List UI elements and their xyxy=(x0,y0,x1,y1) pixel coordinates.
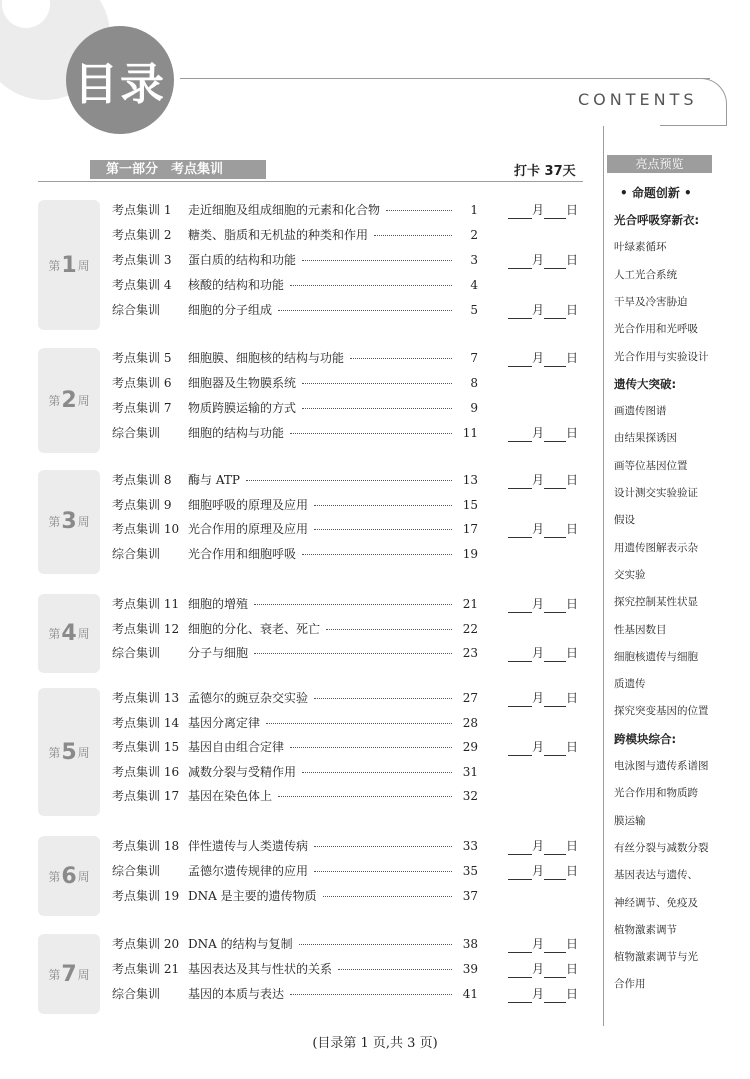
week-suffix: 周 xyxy=(77,258,90,273)
toc-row[interactable] xyxy=(112,738,592,756)
toc-row-page: 28 xyxy=(462,715,478,730)
toc-row-page: 27 xyxy=(462,691,478,705)
toc-leader-dots xyxy=(350,358,452,359)
date-month-label: 月 xyxy=(532,646,545,660)
toc-row[interactable] xyxy=(112,620,592,638)
toc-row-page: 21 xyxy=(462,597,478,611)
week-prefix: 第 xyxy=(48,258,61,273)
toc-row-page: 8 xyxy=(470,376,478,390)
sidebar-item: 性基因数目 xyxy=(614,623,667,636)
date-day-label: 日 xyxy=(566,597,579,611)
toc-row-title: 走近细胞及组成细胞的元素和化合物 xyxy=(188,203,381,217)
toc-row-label: 考点集训 1 xyxy=(112,203,172,217)
toc-row[interactable] xyxy=(112,644,592,662)
sidebar-item: 质遗传 xyxy=(614,678,646,691)
checkin-date-field[interactable] xyxy=(508,935,578,953)
toc-leader-dots xyxy=(246,480,452,481)
toc-leader-dots xyxy=(290,994,452,995)
toc-row-title: 物质跨膜运输的方式 xyxy=(188,401,297,415)
toc-row-label: 考点集训 21 xyxy=(112,962,180,976)
date-day-label: 日 xyxy=(566,253,579,267)
week-badge-3 xyxy=(38,470,100,574)
week-suffix: 周 xyxy=(77,394,90,408)
date-day-label: 日 xyxy=(566,987,579,1001)
toc-row-page: 5 xyxy=(470,303,478,317)
toc-row-label: 综合集训 xyxy=(112,864,161,878)
date-blank[interactable] xyxy=(544,939,566,953)
toc-row-page: 17 xyxy=(462,522,478,536)
date-blank[interactable] xyxy=(544,305,566,319)
toc-row-page: 4 xyxy=(470,278,478,292)
toc-leader-dots xyxy=(314,846,452,847)
date-blank[interactable] xyxy=(508,939,532,953)
toc-row-page: 37 xyxy=(462,889,478,903)
toc-leader-dots xyxy=(386,210,452,211)
checkin-date-field[interactable] xyxy=(508,862,578,880)
sidebar-item: 电泳图与遗传系谱图 xyxy=(614,760,709,772)
toc-leader-dots xyxy=(302,408,452,409)
checkin-date-field[interactable] xyxy=(508,520,578,538)
date-blank[interactable] xyxy=(508,353,532,367)
toc-leader-dots xyxy=(254,604,452,605)
sidebar-item: 探究突变基因的位置 xyxy=(614,705,709,718)
week-suffix: 周 xyxy=(77,967,90,982)
toc-leader-dots xyxy=(338,969,452,970)
toc-row-title: 减数分裂与受精作用 xyxy=(188,764,297,779)
toc-row-page: 11 xyxy=(462,426,478,440)
week-number: 3 xyxy=(61,509,77,535)
sidebar-item: 神经调节、免疫及 xyxy=(614,896,698,909)
checkin-date-field[interactable] xyxy=(508,424,578,442)
date-day-label: 日 xyxy=(566,962,579,976)
date-blank[interactable] xyxy=(508,648,532,662)
date-month-label: 月 xyxy=(532,426,545,440)
toc-row-page: 33 xyxy=(462,839,478,853)
toc-row-title: 细胞呼吸的原理及应用 xyxy=(188,497,309,512)
toc-row[interactable] xyxy=(112,471,592,489)
toc-row-label: 综合集训 xyxy=(112,546,161,561)
sidebar-item: 干旱及冷害胁迫 xyxy=(614,295,688,308)
toc-leader-dots xyxy=(278,796,452,797)
date-month-label: 月 xyxy=(532,203,545,217)
toc-row-title: 基因自由组合定律 xyxy=(188,740,285,754)
week-badge-4 xyxy=(38,594,100,673)
toc-leader-dots xyxy=(323,896,452,897)
toc-row-title: 细胞器及生物膜系统 xyxy=(188,376,297,390)
toc-row-label: 考点集训 11 xyxy=(112,597,180,611)
checkin-date-field[interactable] xyxy=(508,644,578,662)
checkin-date-field[interactable] xyxy=(508,201,578,219)
week-badge-7 xyxy=(38,934,100,1014)
week-number: 1 xyxy=(61,252,77,278)
toc-row[interactable] xyxy=(112,887,592,905)
week-number: 2 xyxy=(61,388,77,413)
checkin-date-field[interactable] xyxy=(508,985,578,1003)
date-month-label: 月 xyxy=(532,473,545,487)
toc-row[interactable] xyxy=(112,520,592,538)
date-month-label: 月 xyxy=(532,691,545,705)
toc-row-title: DNA 的结构与复制 xyxy=(188,937,293,951)
toc-leader-dots xyxy=(290,747,452,748)
toc-row-label: 考点集训 2 xyxy=(112,228,172,242)
week-number: 4 xyxy=(61,621,77,646)
toc-row[interactable] xyxy=(112,763,592,781)
week-prefix: 第 xyxy=(48,515,61,530)
sidebar-header: 亮点预览 xyxy=(607,155,712,173)
toc-row-title: 细胞的分子组成 xyxy=(188,303,273,317)
date-blank[interactable] xyxy=(544,205,566,219)
toc-row-title: 光合作用的原理及应用 xyxy=(188,522,309,536)
date-month-label: 月 xyxy=(532,839,545,853)
toc-row-title: 基因表达及其与性状的关系 xyxy=(188,962,333,976)
checkin-date-field[interactable] xyxy=(508,595,578,613)
toc-row-title: 细胞膜、细胞核的结构与功能 xyxy=(188,351,345,365)
week-prefix: 第 xyxy=(48,394,61,408)
date-day-label: 日 xyxy=(566,473,579,487)
toc-row-page: 22 xyxy=(462,621,478,636)
date-day-label: 日 xyxy=(566,937,579,951)
sidebar-item: 画遗传图谱 xyxy=(614,405,667,418)
date-day-label: 日 xyxy=(566,426,579,440)
toc-row[interactable] xyxy=(112,787,592,805)
week-suffix: 周 xyxy=(77,869,90,884)
date-blank[interactable] xyxy=(544,255,566,269)
checkin-date-field[interactable] xyxy=(508,689,578,707)
toc-row-page: 23 xyxy=(462,646,478,660)
date-blank[interactable] xyxy=(508,964,532,978)
date-blank[interactable] xyxy=(508,989,532,1003)
date-month-label: 月 xyxy=(532,303,545,317)
toc-row-page: 39 xyxy=(462,962,478,976)
toc-row-label: 综合集训 xyxy=(112,646,161,660)
sidebar-item: 假设 xyxy=(614,514,635,527)
checkin-date-field[interactable] xyxy=(508,349,578,367)
toc-leader-dots xyxy=(374,235,452,236)
date-blank[interactable] xyxy=(508,305,532,319)
toc-row-title: 基因分离定律 xyxy=(188,715,261,730)
toc-row[interactable] xyxy=(112,837,592,855)
toc-row-title: 细胞的分化、衰老、死亡 xyxy=(188,621,321,636)
date-blank[interactable] xyxy=(508,841,532,855)
date-blank[interactable] xyxy=(508,524,532,538)
sidebar-item: 膜运输 xyxy=(614,814,646,827)
toc-row-label: 考点集训 14 xyxy=(112,715,180,730)
toc-row-label: 考点集训 19 xyxy=(112,889,180,903)
week-number: 7 xyxy=(61,961,77,987)
toc-row-label: 考点集训 16 xyxy=(112,764,180,779)
part-heading: 第一部分 考点集训 xyxy=(90,160,266,179)
toc-row-label: 考点集训 5 xyxy=(112,351,172,365)
toc-row[interactable] xyxy=(112,276,592,294)
checkin-label: 打卡 37天 xyxy=(514,164,576,179)
week-prefix: 第 xyxy=(48,869,61,884)
toc-row-title: 基因的本质与表达 xyxy=(188,987,285,1001)
toc-row-label: 考点集训 3 xyxy=(112,253,172,267)
toc-row-page: 1 xyxy=(470,203,478,217)
toc-row-page: 41 xyxy=(462,987,478,1001)
toc-row-label: 考点集训 20 xyxy=(112,937,180,951)
toc-leader-dots xyxy=(290,285,452,286)
toc-row-page: 31 xyxy=(462,764,478,779)
week-badge-6 xyxy=(38,836,100,916)
toc-leader-dots xyxy=(326,629,452,630)
date-month-label: 月 xyxy=(532,864,545,878)
date-blank[interactable] xyxy=(544,693,566,707)
sidebar-item: 合作用 xyxy=(614,978,646,991)
part-divider xyxy=(38,181,583,182)
toc-row-page: 7 xyxy=(470,351,478,365)
toc-leader-dots xyxy=(278,310,452,311)
toc-row-title: 蛋白质的结构和功能 xyxy=(188,253,297,267)
date-day-label: 日 xyxy=(566,203,579,217)
date-day-label: 日 xyxy=(566,691,579,705)
sidebar-item: 由结果探诱因 xyxy=(614,432,677,445)
date-day-label: 日 xyxy=(566,522,579,536)
toc-leader-dots xyxy=(302,383,452,384)
date-blank[interactable] xyxy=(544,964,566,978)
header-divider xyxy=(180,78,710,79)
date-blank[interactable] xyxy=(544,353,566,367)
sidebar-item: 设计测交实验验证 xyxy=(614,487,698,499)
toc-row[interactable] xyxy=(112,935,592,953)
sidebar-item: 画等位基因位置 xyxy=(614,459,688,472)
date-month-label: 月 xyxy=(532,962,545,976)
toc-row-page: 2 xyxy=(470,228,478,242)
week-badge-1 xyxy=(38,200,100,330)
toc-row-title: 分子与细胞 xyxy=(188,646,249,660)
sidebar-item: 光合作用和物质跨 xyxy=(614,787,698,800)
toc-row[interactable] xyxy=(112,689,592,707)
toc-leader-dots xyxy=(266,723,452,724)
toc-row-label: 考点集训 15 xyxy=(112,740,180,754)
sidebar-subheader: • 命题创新 • xyxy=(620,186,692,200)
toc-row[interactable] xyxy=(112,595,592,613)
date-blank[interactable] xyxy=(544,648,566,662)
toc-row-page: 19 xyxy=(462,546,478,561)
toc-row-title: 基因在染色体上 xyxy=(188,789,273,803)
toc-row-title: 酶与 ATP xyxy=(188,473,240,487)
toc-leader-dots xyxy=(314,698,452,699)
date-day-label: 日 xyxy=(566,839,579,853)
date-blank[interactable] xyxy=(544,475,566,489)
date-blank[interactable] xyxy=(544,599,566,613)
toc-row-label: 综合集训 xyxy=(112,303,161,317)
toc-row[interactable] xyxy=(112,201,592,219)
sidebar-item: 交实验 xyxy=(614,568,646,581)
toc-row-title: 糖类、脂质和无机盐的种类和作用 xyxy=(188,228,369,242)
toc-row-page: 29 xyxy=(462,740,478,754)
date-blank[interactable] xyxy=(544,841,566,855)
toc-row[interactable] xyxy=(112,496,592,514)
toc-row-label: 考点集训 4 xyxy=(112,278,172,292)
toc-row-page: 15 xyxy=(462,497,478,512)
toc-row[interactable] xyxy=(112,714,592,732)
toc-row[interactable] xyxy=(112,424,592,442)
date-blank[interactable] xyxy=(544,428,566,442)
sidebar-item: 光合作用和光呼吸 xyxy=(614,323,698,336)
sidebar-item: 叶绿素循环 xyxy=(614,241,667,254)
toc-row-label: 考点集训 17 xyxy=(112,789,180,803)
date-blank[interactable] xyxy=(508,255,532,269)
checkin-date-field[interactable] xyxy=(508,471,578,489)
toc-row[interactable] xyxy=(112,545,592,563)
toc-leader-dots xyxy=(314,529,452,530)
date-month-label: 月 xyxy=(532,937,545,951)
toc-leader-dots xyxy=(254,653,452,654)
date-blank[interactable] xyxy=(508,475,532,489)
toc-row-page: 38 xyxy=(462,937,478,951)
date-month-label: 月 xyxy=(532,253,545,267)
toc-row-page: 32 xyxy=(462,789,478,803)
sidebar-item: 光合作用与实验设计 xyxy=(614,350,709,363)
toc-row[interactable] xyxy=(112,301,592,319)
toc-row-label: 考点集训 7 xyxy=(112,401,172,415)
week-suffix: 周 xyxy=(77,627,90,641)
toc-row[interactable] xyxy=(112,374,592,392)
week-suffix: 周 xyxy=(77,515,90,530)
toc-row-label: 考点集训 18 xyxy=(112,839,180,853)
toc-row-label: 考点集训 13 xyxy=(112,691,180,705)
toc-row-label: 综合集训 xyxy=(112,987,161,1001)
date-day-label: 日 xyxy=(566,864,579,878)
week-number: 6 xyxy=(61,863,77,889)
toc-row[interactable] xyxy=(112,960,592,978)
toc-row-title: 核酸的结构和功能 xyxy=(188,278,285,292)
toc-leader-dots xyxy=(299,944,452,945)
toc-row-label: 考点集训 12 xyxy=(112,621,180,636)
date-blank[interactable] xyxy=(508,599,532,613)
sidebar-item: 有丝分裂与减数分裂 xyxy=(614,841,709,854)
toc-row-label: 考点集训 8 xyxy=(112,473,172,487)
date-blank[interactable] xyxy=(508,693,532,707)
week-prefix: 第 xyxy=(48,745,61,760)
checkin-date-field[interactable] xyxy=(508,738,578,756)
checkin-date-field[interactable] xyxy=(508,251,578,269)
toc-row[interactable] xyxy=(112,226,592,244)
checkin-date-field[interactable] xyxy=(508,301,578,319)
date-blank[interactable] xyxy=(508,866,532,880)
sidebar-category: 遗传大突破: xyxy=(614,376,677,391)
sidebar-item: 探究控制某性状显 xyxy=(614,596,698,609)
toc-row-label: 考点集训 9 xyxy=(112,497,172,512)
toc-row-title: 伴性遗传与人类遗传病 xyxy=(188,839,309,853)
toc-row-label: 综合集训 xyxy=(112,426,161,440)
toc-row-page: 35 xyxy=(462,864,478,878)
checkin-date-field[interactable] xyxy=(508,960,578,978)
sidebar-item: 用遗传图解表示杂 xyxy=(614,541,698,554)
date-month-label: 月 xyxy=(532,597,545,611)
date-blank[interactable] xyxy=(544,742,566,756)
sidebar-category: 光合呼吸穿新衣: xyxy=(614,213,700,227)
date-month-label: 月 xyxy=(532,987,545,1001)
week-prefix: 第 xyxy=(48,967,61,982)
toc-row-page: 3 xyxy=(470,253,478,267)
toc-leader-dots xyxy=(290,433,452,434)
toc-row-title: 光合作用和细胞呼吸 xyxy=(188,546,297,561)
toc-row[interactable] xyxy=(112,985,592,1003)
toc-row-title: 孟德尔的豌豆杂交实验 xyxy=(188,691,309,705)
date-blank[interactable] xyxy=(544,989,566,1003)
sidebar-item: 细胞核遗传与细胞 xyxy=(614,650,698,663)
toc-row-title: DNA 是主要的遗传物质 xyxy=(188,889,317,903)
toc-leader-dots xyxy=(302,260,452,261)
toc-row[interactable] xyxy=(112,251,592,269)
toc-row[interactable] xyxy=(112,862,592,880)
toc-row-page: 13 xyxy=(462,473,478,487)
sidebar-item: 基因表达与遗传、 xyxy=(614,869,698,882)
sidebar-category: 跨模块综合: xyxy=(614,731,677,746)
page-title: 目录 xyxy=(66,26,174,134)
toc-row-title: 孟德尔遗传规律的应用 xyxy=(188,864,309,878)
contents-heading: CONTENTS xyxy=(578,90,698,109)
date-month-label: 月 xyxy=(532,740,545,754)
page-footer: (目录第 1 页,共 3 页) xyxy=(312,1036,438,1051)
toc-row-page: 9 xyxy=(470,401,478,415)
date-day-label: 日 xyxy=(566,351,579,365)
toc-leader-dots xyxy=(314,505,452,506)
toc-row-label: 考点集训 10 xyxy=(112,522,180,536)
date-blank[interactable] xyxy=(508,428,532,442)
date-day-label: 日 xyxy=(566,740,579,754)
date-blank[interactable] xyxy=(508,742,532,756)
date-month-label: 月 xyxy=(532,351,545,365)
date-blank[interactable] xyxy=(508,205,532,219)
toc-leader-dots xyxy=(302,772,452,773)
toc-row[interactable] xyxy=(112,349,592,367)
toc-row-label: 考点集训 6 xyxy=(112,376,172,390)
toc-leader-dots xyxy=(314,871,452,872)
toc-leader-dots xyxy=(302,554,452,555)
toc-row-title: 细胞的增殖 xyxy=(188,597,249,611)
date-day-label: 日 xyxy=(566,303,579,317)
week-badge-5 xyxy=(38,688,100,816)
date-month-label: 月 xyxy=(532,522,545,536)
week-badge-2 xyxy=(38,348,100,453)
toc-row-title: 细胞的结构与功能 xyxy=(188,426,285,440)
week-number: 5 xyxy=(61,739,77,765)
date-blank[interactable] xyxy=(544,866,566,880)
week-prefix: 第 xyxy=(48,627,61,641)
date-day-label: 日 xyxy=(566,646,579,660)
checkin-date-field[interactable] xyxy=(508,837,578,855)
sidebar-item: 人工光合系统 xyxy=(614,268,677,281)
sidebar-item: 植物激素调节 xyxy=(614,923,677,936)
date-blank[interactable] xyxy=(544,524,566,538)
sidebar-item: 植物激素调节与光 xyxy=(614,951,698,964)
toc-row[interactable] xyxy=(112,399,592,417)
week-suffix: 周 xyxy=(77,745,90,760)
